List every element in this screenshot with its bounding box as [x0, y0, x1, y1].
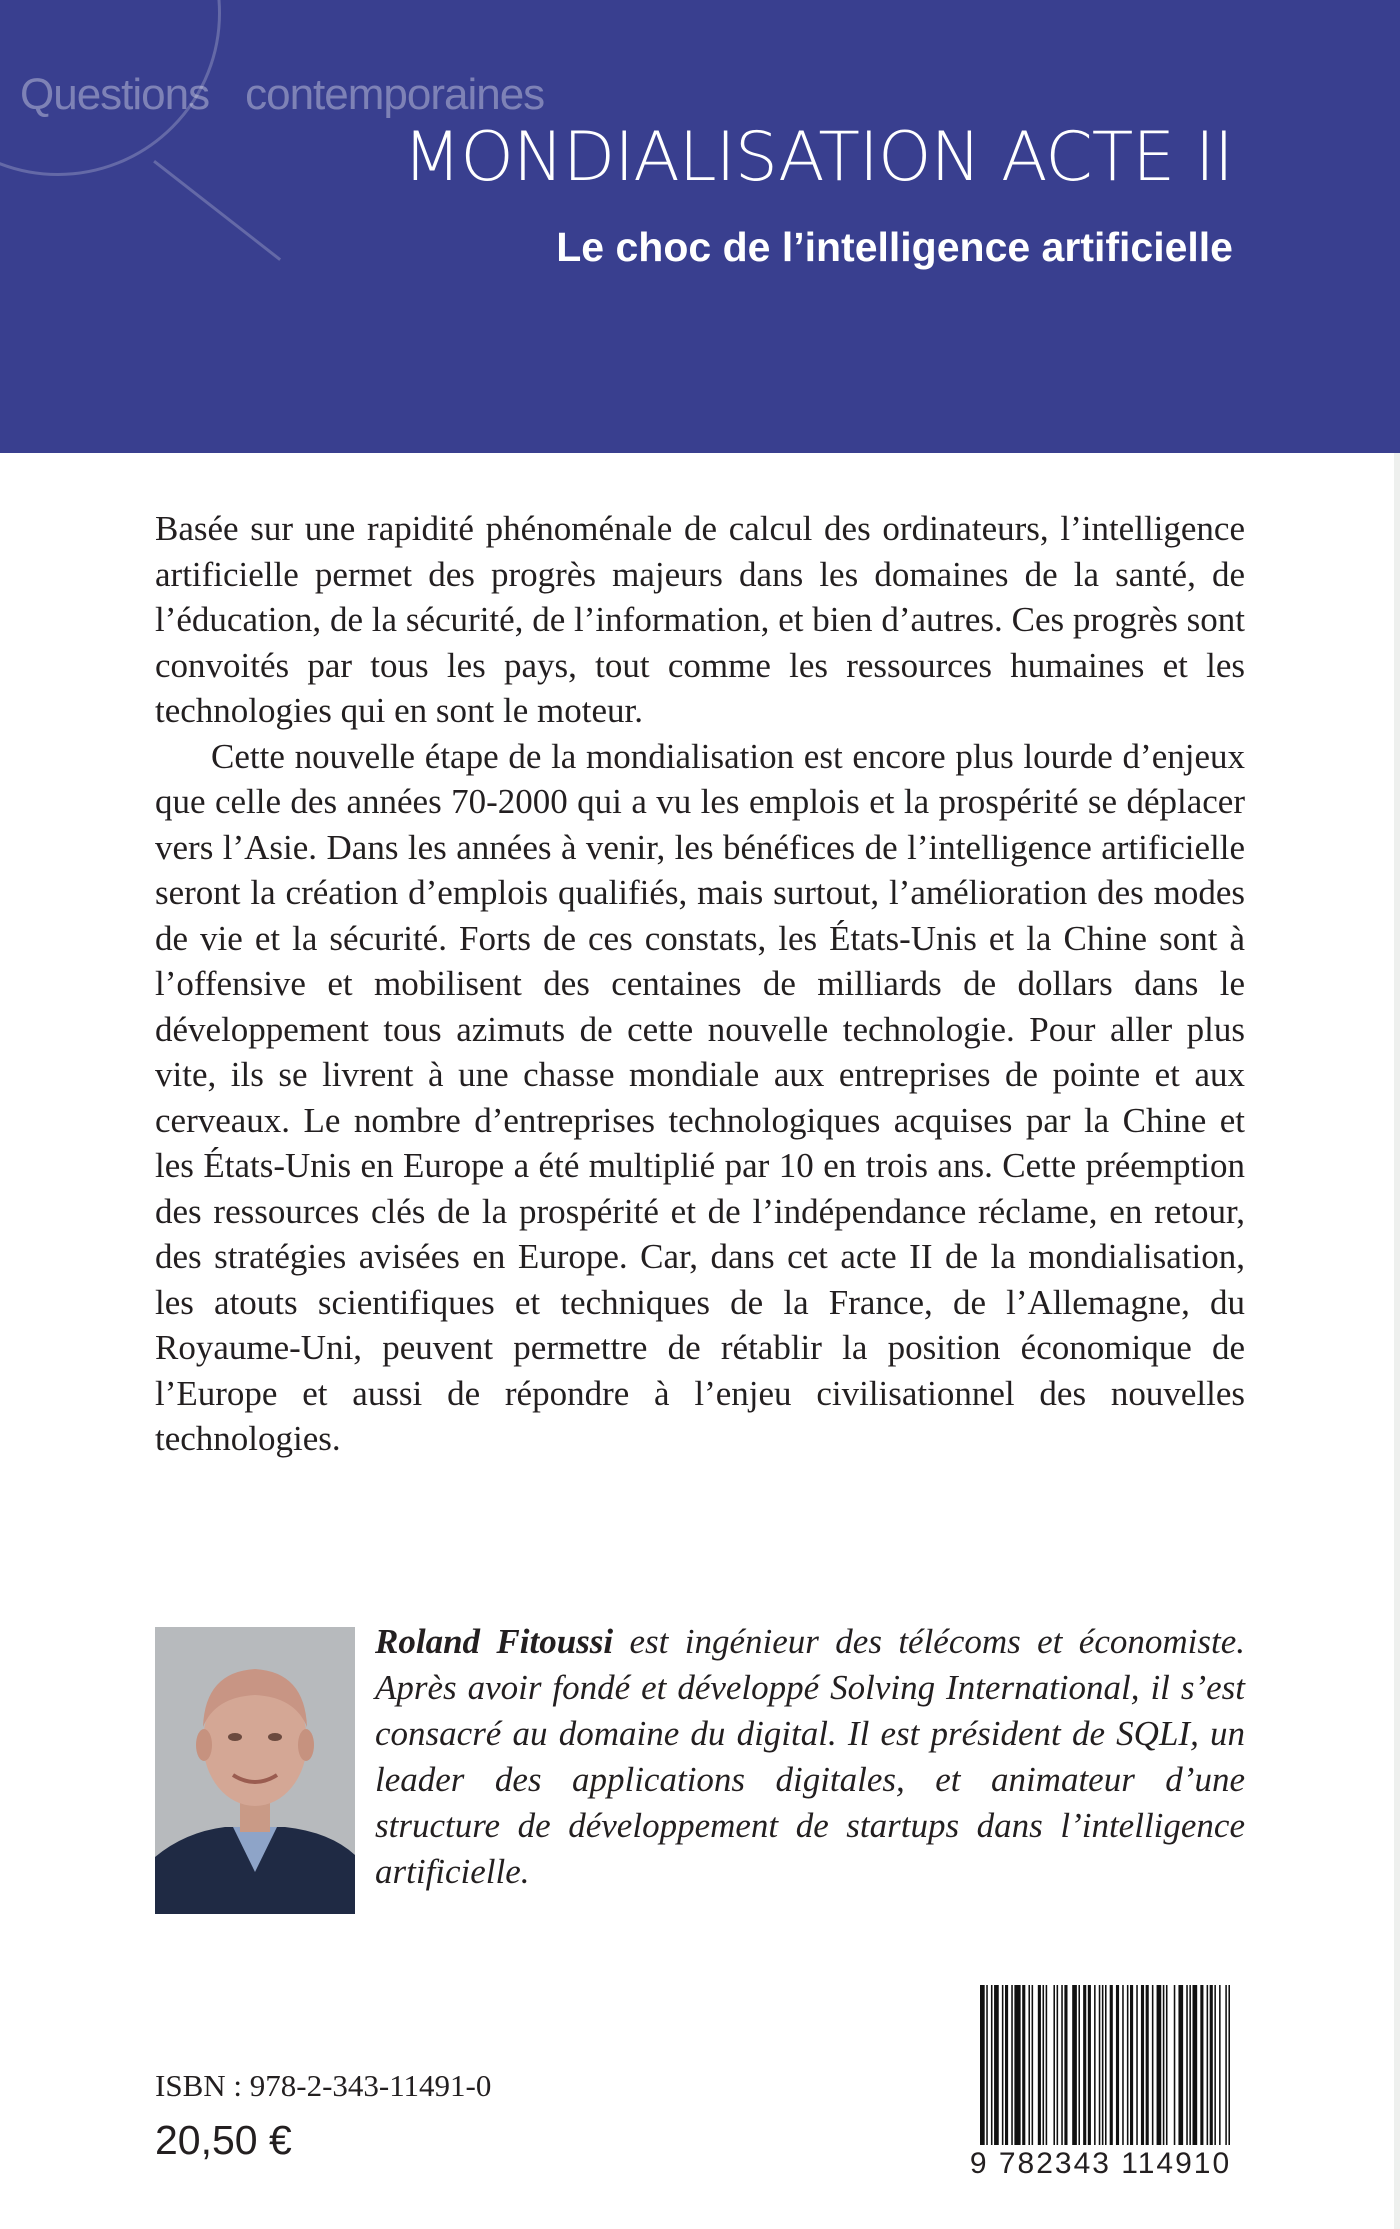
- barcode-bars: [958, 1985, 1243, 2150]
- back-cover-blurb: [155, 506, 1245, 1462]
- author-section: [155, 1622, 1245, 1914]
- barcode-bar: [1105, 1985, 1107, 2145]
- barcode-bar: [1186, 1985, 1188, 2145]
- barcode-bar: [1022, 1985, 1025, 2145]
- barcode-bar: [1141, 1985, 1144, 2145]
- barcode-bar: [1002, 1985, 1004, 2145]
- series-word-2: contemporaines: [245, 70, 545, 119]
- isbn: ISBN : 978-2-343-11491-0: [155, 2068, 492, 2103]
- barcode-bar: [1210, 1985, 1213, 2145]
- barcode-bar: [1061, 1985, 1063, 2145]
- barcode-bar: [1032, 1985, 1034, 2145]
- barcode-bar: [1193, 1985, 1198, 2145]
- barcode-bar: [1078, 1985, 1080, 2145]
- barcode-bar: [1163, 1985, 1165, 2145]
- book-title: MONDIALISATION ACTE II: [402, 118, 1233, 197]
- barcode-bar: [1099, 1985, 1101, 2145]
- barcode-bar: [1083, 1985, 1086, 2145]
- barcode-bar: [1189, 1985, 1191, 2145]
- barcode-bar: [1166, 1985, 1168, 2145]
- author-name: Roland Fitoussi: [375, 1622, 614, 1661]
- blurb-paragraph-1: Basée sur une rapidité phénoménale de calcul des ordinateurs, l’intelligence artificielle permet des progrès majeurs dans les domaines de la santé, de l’éducation, de la sécurité, de l’information, et bien d’autres. Ces progrès sont convoités par tous les pays, tout comme les ressources humaines et les technologies qui en sont le moteur.: [155, 509, 1245, 730]
- barcode-bar: [1127, 1985, 1129, 2145]
- barcode-bar: [1228, 1985, 1230, 2145]
- barcode-digits: 9 782343 114910: [969, 2147, 1232, 2180]
- barcode-bar: [1057, 1985, 1059, 2145]
- barcode-bar: [991, 1985, 993, 2145]
- barcode-bar: [1207, 1985, 1209, 2145]
- author-bio-text: est ingénieur des télécoms et économiste. Après avoir fondé et développé Solving International, il s’est consacré au domaine du digital. Il est président de SQLI, un leader des applications digitales, et animateur d’une structure de développement de startups dans l’intelligence artificielle.: [375, 1622, 1245, 1891]
- barcode-bar: [1028, 1985, 1030, 2145]
- barcode-bar: [1043, 1985, 1045, 2145]
- price: 20,50 €: [155, 2117, 292, 2163]
- barcode-bar: [986, 1985, 988, 2145]
- barcode-bar: [1072, 1985, 1077, 2145]
- barcode: [958, 1985, 1243, 2195]
- series-word-1: Questions: [20, 70, 210, 119]
- book-subtitle: Le choc de l’intelligence artificielle: [556, 224, 1233, 270]
- cover-band: [0, 0, 1400, 453]
- barcode-bar: [1200, 1985, 1203, 2145]
- barcode-bar: [1122, 1985, 1124, 2145]
- series-name: [20, 70, 544, 120]
- barcode-bar: [980, 1985, 985, 2145]
- barcode-bar: [1088, 1985, 1091, 2145]
- barcode-bar: [994, 1985, 999, 2145]
- barcode-bar: [1152, 1985, 1154, 2145]
- barcode-bar: [1005, 1985, 1008, 2145]
- barcode-bar: [1146, 1985, 1149, 2145]
- author-bio: [375, 1619, 1245, 1895]
- barcode-bar: [1110, 1985, 1113, 2145]
- barcode-bar: [1214, 1985, 1216, 2145]
- barcode-bar: [1219, 1985, 1221, 2145]
- barcode-bar: [1014, 1985, 1020, 2145]
- barcode-bar: [1178, 1985, 1183, 2145]
- author-photo: [155, 1627, 355, 1914]
- barcode-bar: [1102, 1985, 1104, 2145]
- series-logo-q-tail: [153, 160, 281, 261]
- barcode-bar: [1157, 1985, 1162, 2145]
- page-edge: [1394, 453, 1400, 2229]
- barcode-bar: [1064, 1985, 1067, 2145]
- barcode-bar: [1038, 1985, 1041, 2145]
- barcode-bar: [1136, 1985, 1138, 2145]
- barcode-bar: [1116, 1985, 1119, 2145]
- barcode-bar: [1094, 1985, 1096, 2145]
- barcode-bar: [1053, 1985, 1055, 2145]
- barcode-bar: [1011, 1985, 1013, 2145]
- barcode-bar: [1130, 1985, 1133, 2145]
- barcode-bar: [1225, 1985, 1227, 2145]
- barcode-bar: [1174, 1985, 1176, 2145]
- barcode-bar: [1046, 1985, 1048, 2145]
- blurb-paragraph-2: Cette nouvelle étape de la mondialisation est encore plus lourde d’enjeux que celle des années 70-2000 qui a vu les emplois et la prospérité se déplacer vers l’Asie. Dans les années à venir, les bénéfices de l’intelligence artificielle seront la création d’emplois qualifiés, mais surtout, l’amélioration des modes de vie et la sécurité. Forts de ces constats, les États-Unis et la Chine sont à l’offensive et mobilisent des centaines de milliards de dollars dans le développement tous azimuts de cette nouvelle technologie. Pour aller plus vite, ils se livrent à une chasse mondiale aux entreprises de pointe et aux cerveaux. Le nombre d’entreprises technologiques acquises par la Chine et les États-Unis en Europe a été multiplié par 10 en trois ans. Cette préemption des ressources clés de la prospérité et de l’indépendance réclame, en retour, des stratégies avisées en Europe. Car, dans cet acte II de la mondialisation, les atouts scientifiques et techniques de la France, de l’Allemagne, du Royaume-Uni, peuvent permettre de rétablir la position économique de l’Europe et aussi de répondre à l’enjeu civilisationnel des nouvelles technologies.: [155, 736, 1245, 1458]
